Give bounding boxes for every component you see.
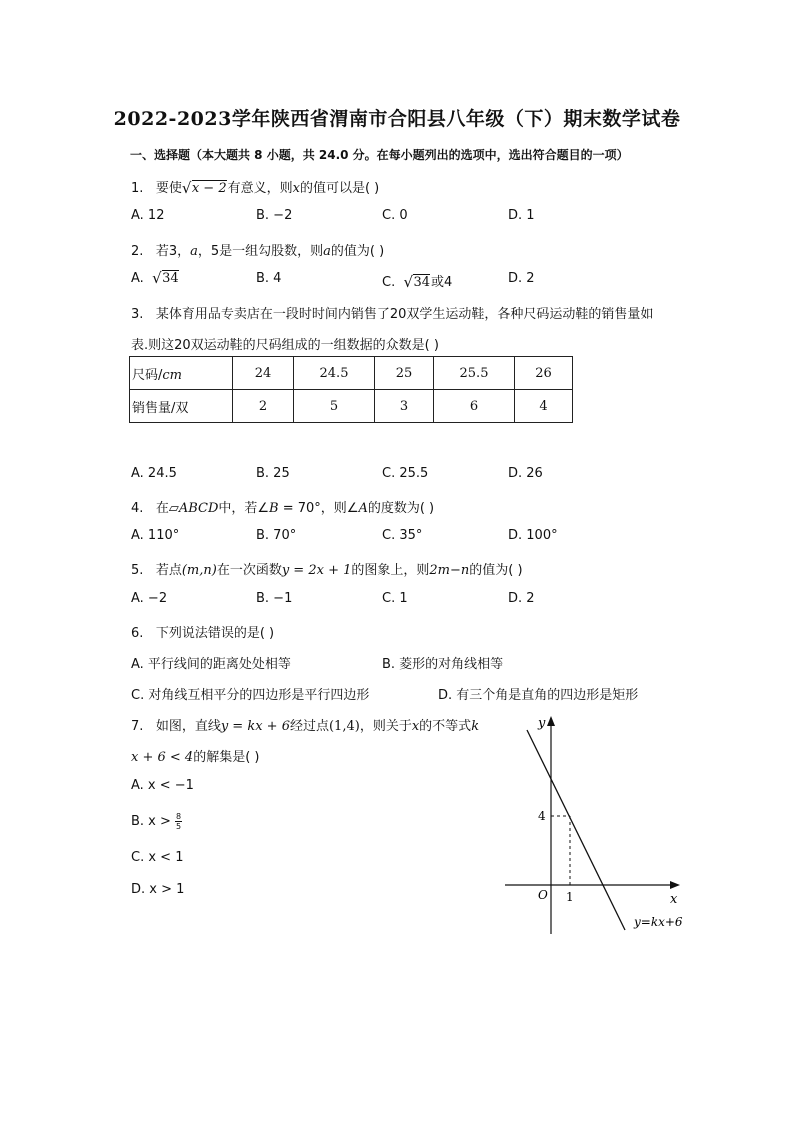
q6-number: 6. [131,626,144,641]
origin-label: O [538,888,548,902]
q2-number: 2. [131,244,144,259]
size-label: 尺码/ [132,367,163,383]
q3-option-b[interactable]: B. 25 [256,466,290,481]
q6-option-c[interactable]: C. 对角线互相平分的四边形是平行四边形 [131,688,370,703]
q7-inequality: x + 6 < 4 [131,750,194,765]
q4-text-mid: 中，若∠ [218,501,270,516]
q7-line2-post: 的解集是( ) [193,750,260,765]
table-cell: 2 [233,390,294,423]
q7-text-post: 的不等式 [419,719,472,734]
q7-b-pre: B. x > [131,814,171,829]
q4-text-pre: 在▱ [155,501,179,516]
coordinate-graph [500,712,700,937]
q2-a-label: A. [131,271,144,286]
table-row [130,390,573,423]
question-4 [131,497,434,516]
x-axis-label: x [670,892,678,907]
q1-option-d[interactable]: D. 1 [508,208,535,223]
q3-number: 3. [131,307,144,322]
question-3-line-1 [131,303,653,322]
q5-option-b[interactable]: B. −1 [256,591,293,606]
q4-option-d[interactable]: D. 100° [508,528,558,543]
table-cell: 26 [515,357,573,390]
q5-option-c[interactable]: C. 1 [382,591,408,606]
q4-option-c[interactable]: C. 35° [382,528,423,543]
x-tick-label: 1 [566,890,574,904]
q3-option-c[interactable]: C. 25.5 [382,466,429,481]
q2-c-label: C. [382,275,396,290]
table-cell: 3 [375,390,434,423]
q4-angle-b: B [269,501,279,516]
table-cell: 6 [434,390,515,423]
q7-b-numerator: 8 [176,812,182,821]
q5-point: (m,n) [181,563,217,578]
q5-text-mid: 在一次函数 [216,563,282,578]
q4-text-post: 的度数为( ) [367,501,435,516]
q2-text-pre: 若3， [155,244,191,259]
q1-number: 1. [131,181,144,196]
q1-text-pre: 要使 [155,181,182,196]
question-7-line-2 [131,746,259,765]
table-cell: 25 [375,357,434,390]
q3-text-2: 表.则这20双运动鞋的尺码组成的一组数据的众数是( ) [131,338,439,353]
q1-text-post2: 的值可以是( ) [299,181,380,196]
q1-text-post: 有意义，则 [227,181,293,196]
q1-var: x [292,181,300,196]
table-header-sales: 销售量/双 [130,390,233,423]
q2-option-c[interactable] [382,271,452,290]
q4-number: 4. [131,501,144,516]
q5-func: y = 2x + 1 [281,563,352,578]
q1-option-b[interactable]: B. −2 [256,208,293,223]
question-5 [131,559,523,578]
table-cell: 24.5 [294,357,375,390]
q7-option-a[interactable]: A. x < −1 [131,778,194,793]
q2-a-radicand: 34 [162,271,179,286]
q2-option-b[interactable]: B. 4 [256,271,282,286]
y-axis-label: y [538,716,546,731]
shoe-size-table [129,356,573,423]
q7-line-eq: y = kx + 6 [220,719,290,734]
q4-angle-a: A [358,501,368,516]
q7-text-mid2: ，则关于 [359,719,412,734]
q6-option-d[interactable]: D. 有三个角是直角的四边形是矩形 [438,688,639,703]
exam-title: 2022-2023学年陕西省渭南市合阳县八年级（下）期末数学试卷 [113,108,681,130]
table-cell: 24 [233,357,294,390]
line-label: y=kx+6 [634,915,683,929]
q2-option-a[interactable] [131,271,180,286]
table-header-size [130,357,233,390]
q7-text-mid: 经过点 [289,719,329,734]
q5-number: 5. [131,563,144,578]
q5-text-mid2: 的图象上，则 [351,563,430,578]
q4-text-eq: = 70°，则∠ [278,501,359,516]
q1-option-c[interactable]: C. 0 [382,208,408,223]
q1-option-a[interactable]: A. 12 [131,208,165,223]
section-heading: 一、选择题（本大题共 8 小题，共 24.0 分。在每小题列出的选项中，选出符合题目的一项） [130,148,629,162]
y-axis-arrow [547,716,555,726]
q6-option-a[interactable]: A. 平行线间的距离处处相等 [131,657,291,672]
q3-option-d[interactable]: D. 26 [508,466,543,481]
y-tick-label: 4 [538,809,546,823]
q2-option-d[interactable]: D. 2 [508,271,535,286]
q7-k: k [471,719,480,734]
q5-text-post: 的值为( ) [469,563,523,578]
q2-c-post: 或4 [431,275,453,290]
q4-option-a[interactable]: A. 110° [131,528,180,543]
q2-c-radicand: 34 [413,275,431,290]
q7-option-d[interactable]: D. x > 1 [131,882,185,897]
q4-shape: ABCD [178,501,219,516]
sqrt-symbol [403,275,430,290]
q7-var: x [411,719,420,734]
table-row [130,357,573,390]
q3-option-a[interactable]: A. 24.5 [131,466,177,481]
q2-var: a [190,244,198,259]
question-6 [131,622,274,641]
table-cell: 25.5 [434,357,515,390]
q5-option-a[interactable]: A. −2 [131,591,168,606]
q7-b-denominator: 5 [176,822,182,831]
size-unit: cm [162,367,182,383]
q7-option-b[interactable] [131,812,182,831]
sqrt-symbol [152,271,179,286]
q2-text-post: 的值为( ) [330,244,385,259]
q3-text-1: 某体育用品专卖店在一段时时间内销售了20双学生运动鞋，各种尺码运动鞋的销售量如 [155,307,654,322]
q7-number: 7. [131,719,144,734]
table-cell: 5 [294,390,375,423]
q5-option-d[interactable]: D. 2 [508,591,535,606]
question-2 [131,240,384,259]
question-7-line-1 [131,715,479,734]
q1-radicand: x − 2 [191,181,227,196]
q6-text: 下列说法错误的是( ) [155,626,275,641]
q7-point: (1,4) [328,719,360,734]
sqrt-symbol [182,181,227,196]
q4-option-b[interactable]: B. 70° [256,528,297,543]
x-axis-arrow [670,881,680,889]
question-1 [131,177,379,196]
table-cell: 4 [515,390,573,423]
q6-option-b[interactable]: B. 菱形的对角线相等 [382,657,504,672]
q5-text-pre: 若点 [155,563,182,578]
q7-option-c[interactable]: C. x < 1 [131,850,184,865]
q2-var-2: a [323,244,331,259]
fraction [175,812,182,831]
q5-expr: 2m−n [429,563,470,578]
q2-text-mid: ，5是一组勾股数，则 [197,244,324,259]
q7-text-pre: 如图，直线 [155,719,221,734]
